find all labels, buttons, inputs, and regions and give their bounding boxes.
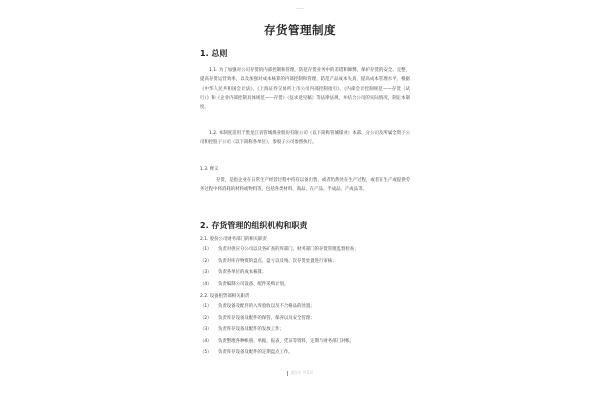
list-item-number: （2） bbox=[200, 258, 212, 264]
list-item bbox=[200, 279, 415, 291]
section-1-paragraph-1: 1.1. 为了加强对公司存货的内部控制和管理，防范存货业务中的差错和舞弊，保护存货的安全、完整，提高存货运营效率，以及加强对成本核算的内部控制和管理，防范产品成本失真，提高成本管理水平，根据《中华人民共和国会计法》、《上海证券交易所上市公司内部控制指引》、《内部会计控制规范——存货（试行）》和《企业内部控制具体规范——存货》（征求意见稿）等法律法规，并结合公司的实际情况，制定本制度。 bbox=[200, 68, 410, 111]
section-1-3-label: 1.3. 释义 bbox=[200, 167, 219, 172]
list-item-number: （1） bbox=[200, 247, 212, 252]
list-item-text: 负责设备及配件的入库验收以及不合格品的处置； bbox=[218, 304, 315, 309]
section-2-1-label: 2.1. 股份公司财务部门的相关职责 bbox=[200, 237, 267, 242]
list-item bbox=[200, 267, 415, 279]
footer-divider bbox=[287, 371, 288, 376]
list-item bbox=[200, 336, 415, 348]
page-footer bbox=[0, 370, 600, 376]
section-2-2-list bbox=[200, 292, 415, 359]
list-item bbox=[200, 313, 415, 325]
list-item-number: （3） bbox=[200, 270, 212, 275]
page-number: 第1页 共5页 bbox=[290, 370, 314, 375]
list-item-number: （4） bbox=[200, 281, 212, 287]
header-mark bbox=[296, 8, 304, 9]
list-item bbox=[200, 256, 415, 268]
list-item-number: （5） bbox=[200, 350, 212, 355]
list-item-text: 负责对供应分公司以及各矿查的库部门、财务部门的存货管理监督检查； bbox=[218, 247, 359, 252]
list-item-text: 负责整理各种帐册、单据、报表，凭证等资料，定期与财务部门对帐； bbox=[218, 338, 355, 344]
list-item-number: （4） bbox=[200, 338, 212, 344]
section-2-heading: 2. 存货管理的组织机构和职责 bbox=[200, 221, 308, 230]
list-item bbox=[200, 324, 415, 336]
list-item-text: 负责各单位的成本核算； bbox=[218, 270, 267, 275]
document-title: 存货管理制度 bbox=[264, 23, 336, 37]
section-1-heading: 1. 总则 bbox=[200, 49, 228, 58]
section-2-2-label: 2.2. 设备租赁部相关职责 bbox=[200, 294, 250, 299]
list-item-text: 负责库存设备及配件的定期盘点工作。 bbox=[218, 350, 293, 355]
list-item-text: 负责库存设备及配件的保管、保养以及安全管理； bbox=[218, 315, 315, 321]
list-item-text: 负责编制公司设备、配件采购计划。 bbox=[218, 281, 289, 287]
section-1-3-paragraph: 存货，是指企业在日常生产经营过程中持有以备出售、或者仍然处在生产过程，或者在生产或提供劳务过程中将消耗的材料或物料等，包括各类材料、商品、在产品、半成品、产成品等。 bbox=[200, 178, 410, 193]
list-item-number: （3） bbox=[200, 327, 212, 332]
list-item-number: （1） bbox=[200, 304, 212, 309]
list-item-number: （2） bbox=[200, 315, 212, 321]
list-item bbox=[200, 347, 415, 359]
list-item bbox=[200, 244, 415, 256]
section-1-paragraph-2: 1.2. 本制度适用于黑龙江省管城煤业股份有限公司（以下简称管城煤业）本部、分公司及所属全资子公司和控股子公司（以下简称各单位），参股子公司参照执行。 bbox=[200, 131, 410, 146]
section-2-1-list bbox=[200, 235, 415, 290]
list-item-text: 负责库存设备及配件的发放工作； bbox=[218, 327, 284, 332]
list-item bbox=[200, 301, 415, 313]
list-item-text: 负责对库存物资的盘点、盘亏以及残、次存货处置进行审核； bbox=[218, 258, 337, 264]
